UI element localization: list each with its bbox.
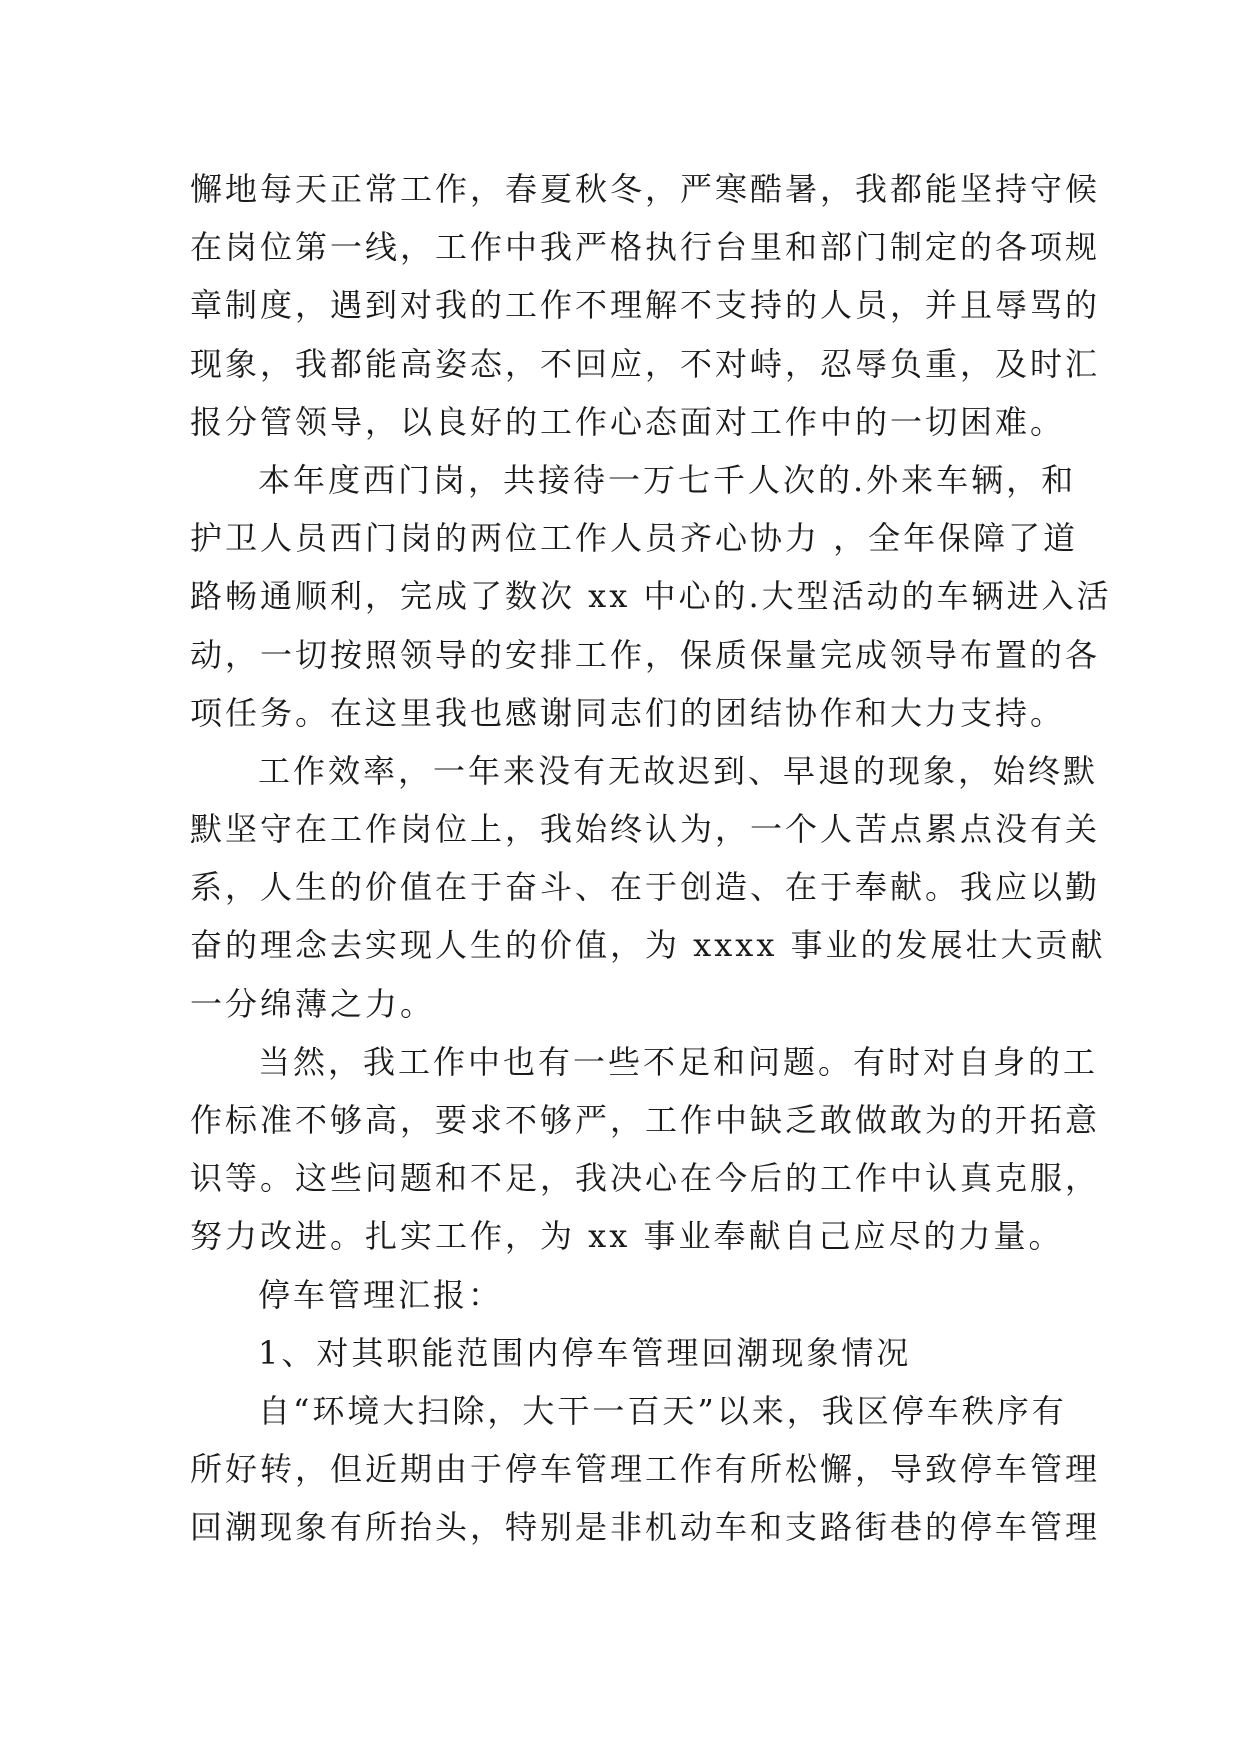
text-line: 所好转，但近期由于停车管理工作有所松懈，导致停车管理 [190, 1450, 1101, 1489]
text-line: 努力改进。扎实工作，为 xx 事业奉献自己应尽的力量。 [190, 1217, 1064, 1256]
text-line: 现象，我都能高姿态，不回应，不对峙，忍辱负重，及时汇 [190, 344, 1101, 383]
document-body [190, 160, 1112, 1557]
text-line: 奋的理念去实现人生的价值，为 xxxx 事业的发展壮大贡献 [190, 926, 1106, 965]
text-line: 默坚守在工作岗位上，我始终认为，一个人苦点累点没有关 [190, 810, 1101, 849]
text-line: 护卫人员西门岗的两位工作人员齐心协力 ，全年保障了道 [190, 519, 1079, 558]
text-line: 工作效率，一年来没有无故迟到、早退的现象，始终默 [258, 751, 1099, 790]
text-line: 项任务。在这里我也感谢同志们的团结协作和大力支持。 [190, 693, 1066, 732]
text-line: 在岗位第一线，工作中我严格执行台里和部门制定的各项规 [190, 228, 1101, 267]
text-line: 本年度西门岗，共接待一万七千人次的.外来车辆，和 [258, 460, 1077, 499]
text-line: 1、对其职能范围内停车管理回潮现象情况 [258, 1333, 912, 1372]
text-line: 一分绵薄之力。 [190, 984, 436, 1023]
text-line: 自“环境大扫除，大干一百天”以来，我区停车秩序有 [258, 1391, 1067, 1430]
text-line: 章制度，遇到对我的工作不理解不支持的人员，并且辱骂的 [190, 286, 1101, 325]
text-line: 动，一切按照领导的安排工作，保质保量完成领导布置的各 [190, 635, 1101, 674]
text-line: 路畅通顺利，完成了数次 xx 中心的.大型活动的车辆进入活 [190, 577, 1112, 616]
text-line: 当然，我工作中也有一些不足和问题。有时对自身的工 [258, 1042, 1099, 1081]
text-line: 报分管领导，以良好的工作心态面对工作中的一切困难。 [190, 402, 1066, 441]
text-line: 停车管理汇报： [258, 1275, 504, 1314]
text-line: 回潮现象有所抬头，特别是非机动车和支路街巷的停车管理 [190, 1508, 1101, 1547]
text-line: 系，人生的价值在于奋斗、在于创造、在于奉献。我应以勤 [190, 868, 1101, 907]
text-line: 识等。这些问题和不足，我决心在今后的工作中认真克服， [190, 1159, 1101, 1198]
text-line: 作标准不够高，要求不够严，工作中缺乏敢做敢为的开拓意 [190, 1101, 1101, 1139]
text-line: 懈地每天正常工作，春夏秋冬，严寒酷暑，我都能坚持守候 [190, 170, 1101, 208]
